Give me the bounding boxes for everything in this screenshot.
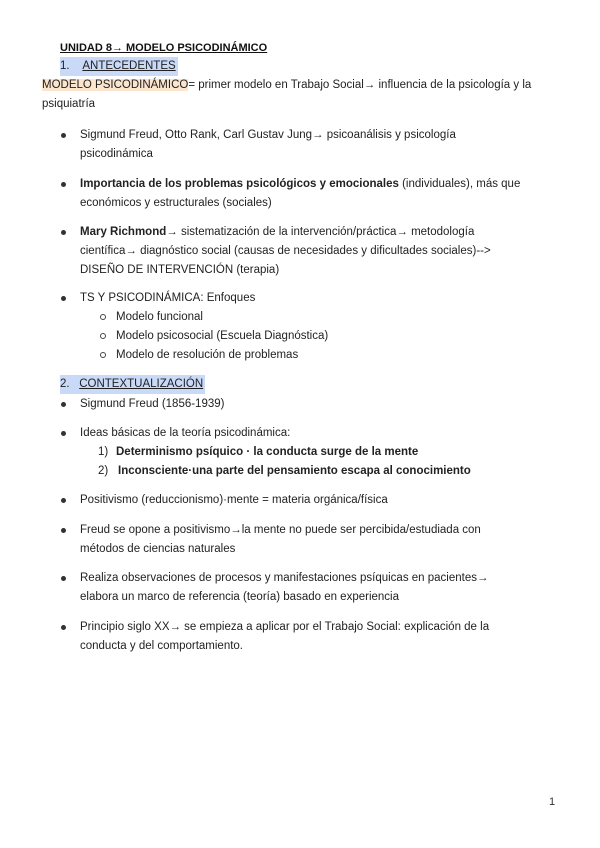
bold-text: Mary Richmond (80, 226, 167, 238)
sub-bullet (100, 314, 106, 320)
intro-line-2: psiquiatría (42, 98, 96, 110)
bullet-positivismo: Positivismo (reduccionismo)·mente = materia orgánica/física (80, 494, 388, 506)
bullet-principio-line1: Principio siglo XX→ se empieza a aplicar por el Trabajo Social: explicación de la (80, 621, 490, 633)
page-title: UNIDAD 8→ MODELO PSICODINÁMICO (60, 42, 268, 54)
sub-item-psicosocial: Modelo psicosocial (Escuela Diagnóstica) (116, 330, 329, 342)
plain-text: → sistematización de la intervención/práctica→ metodología (166, 226, 475, 238)
sub-item-funcional: Modelo funcional (116, 311, 203, 323)
section-title: CONTEXTUALIZACIÓN (79, 378, 204, 390)
bullet-dot (61, 431, 66, 436)
bullet-freud-line1: Sigmund Freud, Otto Rank, Carl Gustav Jung→ psicoanálisis y psicología (80, 129, 456, 141)
bullet-dot (61, 576, 66, 581)
section-title: ANTECEDENTES (82, 60, 176, 72)
sub-bullet (100, 352, 106, 358)
plain-text: (individuales), más que (398, 178, 521, 190)
section-number: 1. (60, 60, 70, 72)
sub-item-resolucion: Modelo de resolución de problemas (116, 349, 299, 361)
intro-rest: = primer modelo en Trabajo Social→ influencia de la psicología y la (188, 79, 532, 91)
intro-line-1 (42, 76, 531, 95)
bullet-freud-opone-line2: métodos de ciencias naturales (80, 543, 236, 555)
bullet-dot (61, 182, 66, 187)
section-heading-contextualizacion (60, 375, 205, 394)
bullet-importancia-line2: económicos y estructurales (sociales) (80, 197, 272, 209)
bullet-observaciones-line2: elabora un marco de referencia (teoría) basado en experiencia (80, 591, 399, 603)
sub-bullet (100, 333, 106, 339)
section-number: 2. (60, 378, 70, 390)
bullet-richmond-line1 (80, 223, 474, 242)
bullet-dot (61, 230, 66, 235)
bullet-dot (61, 498, 66, 503)
bullet-richmond-line2: científica→ diagnóstico social (causas de necesidades y dificultades sociales)--> (80, 245, 491, 257)
numbered-item-determinismo: Determinismo psíquico · la conducta surge de la mente (116, 446, 419, 458)
bullet-freud-dates: Sigmund Freud (1856-1939) (80, 398, 225, 410)
bullet-observaciones-line1: Realiza observaciones de procesos y manifestaciones psíquicas en pacientes→ (80, 572, 489, 584)
bullet-dot (61, 528, 66, 533)
intro-term: MODELO PSICODINÁMICO (42, 79, 189, 91)
bullet-enfoques: TS Y PSICODINÁMICA: Enfoques (80, 292, 256, 304)
section-heading-antecedentes (60, 57, 178, 76)
bullet-dot (61, 625, 66, 630)
bold-text: Importancia de los problemas psicológicos y emocionales (80, 178, 399, 190)
page-number: 1 (549, 796, 556, 808)
list-number: 2) (98, 465, 109, 477)
bullet-importancia-line1 (80, 175, 520, 194)
bullet-dot (61, 402, 66, 407)
bullet-dot (61, 296, 66, 301)
list-number: 1) (98, 446, 109, 458)
numbered-item-inconsciente: Inconsciente·una parte del pensamiento escapa al conocimiento (118, 465, 471, 477)
bullet-principio-line2: conducta y del comportamiento. (80, 640, 244, 652)
bullet-richmond-line3: DISEÑO DE INTERVENCIÓN (terapia) (80, 264, 280, 276)
bullet-freud-line2: psicodinámica (80, 148, 153, 160)
bullet-dot (61, 133, 66, 138)
bullet-ideas: Ideas básicas de la teoría psicodinámica: (80, 427, 291, 439)
bullet-freud-opone-line1: Freud se opone a positivismo→la mente no puede ser percibida/estudiada con (80, 524, 481, 536)
